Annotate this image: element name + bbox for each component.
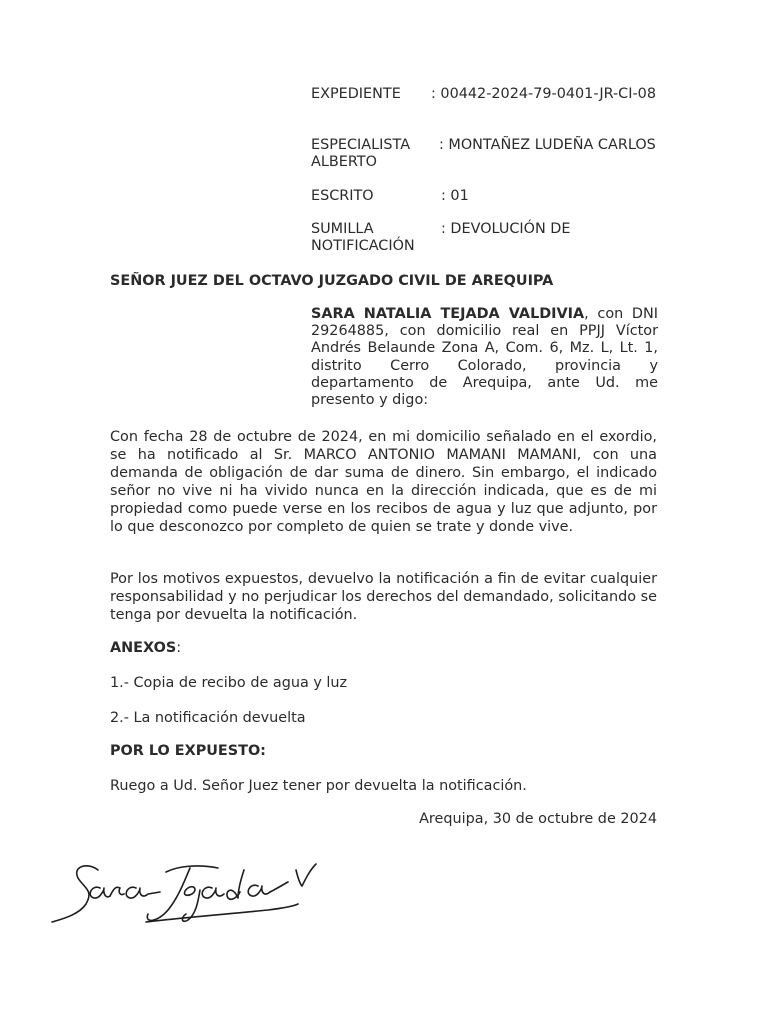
escrito-field <box>311 188 661 205</box>
body-paragraph-1: Con fecha 28 de octubre de 2024, en mi domicilio señalado en el exordio, se ha notificado al Sr. MARCO ANTONIO MAMANI MAMANI, con una demanda de obligación de dar suma de dinero. Sin embargo, el indicado señor no vive ni ha vivido nunca en la dirección indicada, que es de mi propiedad como puede verse en los recibos de agua y luz que adjunto, por lo que desconozco por completo de quien se trate y donde vive. <box>110 429 657 535</box>
body-paragraph-2: Por los motivos expuestos, devuelvo la notificación a fin de evitar cualquier responsabilidad y no perjudicar los derechos del demandado, solicitando se tenga por devuelta la notificación. <box>110 571 657 623</box>
intro-text: , con DNI 29264885, con domicilio real en PPJJ Víctor Andrés Belaunde Zona A, Com. 6, Mz. L, Lt. 1, distrito Cerro Colorado, provincia y departamento de Arequipa, ante Ud. me presento y digo: <box>311 306 658 409</box>
sumilla-label: SUMILLA <box>311 221 374 237</box>
sumilla-value: : DEVOLUCIÓN DE NOTIFICACIÓN <box>311 221 571 254</box>
closing-heading: POR LO EXPUESTO: <box>110 743 266 759</box>
expediente-label: EXPEDIENTE <box>311 86 401 102</box>
annexes-heading <box>110 639 657 657</box>
especialista-field <box>311 137 661 171</box>
annexes-heading-colon: : <box>176 640 182 656</box>
handwritten-signature <box>48 852 318 932</box>
petitioner-name: SARA NATALIA TEJADA VALDIVIA <box>311 306 585 322</box>
addressee-heading: SEÑOR JUEZ DEL OCTAVO JUZGADO CIVIL DE AREQUIPA <box>110 273 554 289</box>
sumilla-field <box>311 221 661 255</box>
especialista-label: ESPECIALISTA <box>311 137 411 153</box>
escrito-label: ESCRITO <box>311 188 374 204</box>
escrito-value: : 01 <box>441 188 469 204</box>
intro-paragraph <box>311 306 658 409</box>
expediente-value: : 00442-2024-79-0401-JR-CI-08 <box>431 86 656 102</box>
especialista-value: : MONTAÑEZ LUDEÑA CARLOS ALBERTO <box>311 137 656 170</box>
annex-item-1: 1.- Copia de recibo de agua y luz <box>110 675 348 691</box>
annexes-heading-label: ANEXOS <box>110 640 177 656</box>
annex-item-2: 2.- La notificación devuelta <box>110 710 306 726</box>
closing-text: Ruego a Ud. Señor Juez tener por devuelta la notificación. <box>110 778 527 794</box>
place-date: Arequipa, 30 de octubre de 2024 <box>419 811 657 827</box>
expediente-field <box>311 86 661 103</box>
